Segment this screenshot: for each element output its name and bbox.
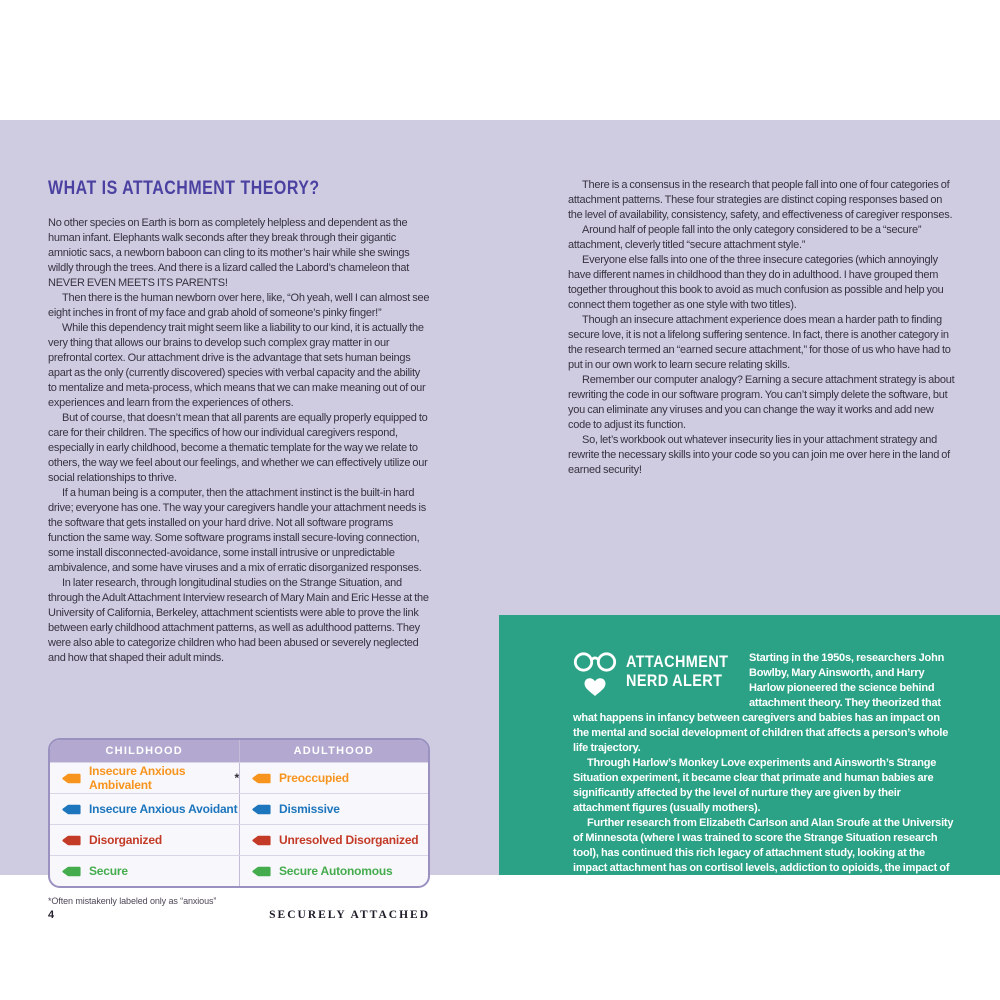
cell-childhood [50,794,239,824]
tag-arrow-icon [62,804,81,815]
table-header-adulthood: ADULTHOOD [239,740,429,762]
paragraph: If a human being is a computer, then the attachment instinct is the built-in hard drive; everyone has one. The way your caregivers handle your attachment needs is the software that gets installed on your hard drive. Not all software programs function the same way. Some software programs install secure-loving connection, some install disconnected-avoidance, some install intrusive or unpredictable ambivalence, and some have viruses and a mix of erratic disorganized responses. [48,487,426,574]
right-page [568,178,955,478]
nerd-alert-title-line2: NERD ALERT [626,671,723,690]
table-header-childhood: CHILDHOOD [105,745,183,757]
attachment-nerd-alert-box [499,615,1000,889]
style-label: Secure [89,864,128,878]
paragraph: Further research from Elizabeth Carlson and Alan Sroufe at the University of Minnesota (where I was trained to score the Strange Situation research tool), has continued this rich legacy of attachment study, looking at the impact attachment has on cortisol levels, addiction to opioids, the impact of foster care and divorce, and lifelong relationship to resilience. [573,817,954,889]
tag-arrow-icon [62,866,81,877]
style-label: Dismissive [279,802,340,816]
tag-arrow-icon [252,773,271,784]
style-label: Unresolved Disorganized [279,833,419,847]
paragraph: There is a consensus in the research that people fall into one of four categories of attachment patterns. These four strategies are distinct coping responses based on the level of availability, consistency, safety, and effectiveness of caregiver responses. [568,179,953,221]
paragraph: In later research, through longitudinal studies on the Strange Situation, and through the Adult Attachment Interview research of Mary Main and Eric Hesse at the University of California, Berkeley, attachment scientists were able to prove the link between early childhood attachment patterns, as well as adulthood patterns. They were also able to categorize children who had been abused or severely neglected and how that shaped their adult minds. [48,577,429,664]
cell-childhood [50,763,239,793]
nerd-alert-title-line1: ATTACHMENT [626,652,729,671]
nerd-alert-content [573,651,958,891]
cell-childhood [50,825,239,855]
book-spread [0,120,1000,921]
table-header-row [50,740,428,762]
paragraph: Around half of people fall into the only category considered to be a “secure” attachment, cleverly titled “secure attachment style.” [568,224,922,251]
running-footer: SECURELY ATTACHED [269,909,430,921]
nerd-alert-header [573,651,749,707]
style-label: Insecure Anxious Ambivalent [89,764,186,792]
paragraph: Through Harlow’s Monkey Love experiments and Ainsworth’s Strange Situation experiment, it became clear that primate and human babies are significantly affected by the level of nurture they are given by their attachment figures (usually mothers). [573,757,937,814]
style-label: Secure Autonomous [279,864,393,878]
paragraph: While this dependency trait might seem like a liability to our kind, it is actually the very thing that allows our brains to develop such complex gray matter in our prefrontal cortex. Our attachment drive is the advantage that sets human beings apart as the only (currently discovered) species with verbal capacity and the ability to mentalize and meta-process, which means that we can make meaning out of our experiences and learn from the experiences of others. [48,322,426,409]
style-label: Preoccupied [279,771,349,785]
left-body-text [48,216,430,666]
style-label: Insecure Anxious Avoidant [89,802,238,816]
paragraph: But of course, that doesn’t mean that all parents are equally properly equipped to care for their children. The specifics of how our individual caregivers respond, especially in early childhood, become a thematic template for the way we relate to others, the way we feel about our feelings, and whether we can effectively utilize our social relationships to thrive. [48,412,428,484]
right-body-text [568,178,955,478]
footnote-marker: * [234,771,239,785]
glasses-heart-icon [573,651,617,697]
tag-arrow-icon [62,835,81,846]
cell-adulthood [239,856,428,886]
table-row [50,855,428,886]
tag-arrow-icon [62,773,81,784]
paragraph: So, let’s workbook out whatever insecurity lies in your attachment strategy and rewrite the necessary skills into your code so you can join me over here in the land of earned security! [568,434,950,476]
paragraph: Then there is the human newborn over here, like, “Oh yeah, well I can almost see eight inches in front of my face and grab ahold of someone’s pinky finger!” [48,292,430,319]
nerd-alert-title [626,652,747,707]
tag-arrow-icon [252,835,271,846]
cell-adulthood [239,825,428,855]
attachment-styles-table [48,738,430,888]
tag-arrow-icon [252,866,271,877]
cell-adulthood [239,763,428,793]
cell-adulthood [239,794,428,824]
paragraph: No other species on Earth is born as completely helpless and dependent as the human infant. Elephants walk seconds after they break through their gigantic amniotic sacs, a newborn baboon can cling to its mother’s hair while she swings wildly through the trees. And there is a lizard called the Labord’s chameleon that NEVER EVEN MEETS ITS PARENTS! [48,217,410,289]
tag-arrow-icon [252,804,271,815]
table-row [50,793,428,824]
table-row [50,762,428,793]
page-title: WHAT IS ATTACHMENT THEORY? [48,178,320,199]
page-number: 4 [48,909,55,921]
cell-childhood [50,856,239,886]
paragraph: Though an insecure attachment experience does mean a harder path to finding secure love, it is not a lifelong suffering sentence. In fact, there is another category in the research termed an “earned secure attachment,” for those of us who have had to put in our own work to learn secure relating skills. [568,314,951,371]
page-footer [48,909,430,921]
paragraph: Remember our computer analogy? Earning a secure attachment strategy is about rewriting the code in our software program. You can’t simply delete the software, but you can eliminate any viruses and you can change the way it works and add new code to adjust its function. [568,374,955,431]
paragraph: Starting in the 1950s, researchers John Bowlby, Mary Ainsworth, and Harry Harlow pioneered the science behind attachment theory. They theorized that what happens in infancy between caregivers and babies has an impact on the mental and social development of children that affects a person’s whole life trajectory. [573,652,949,754]
paragraph: Everyone else falls into one of the three insecure categories (which annoyingly have different names in childhood than they do in adulthood. I have grouped them together throughout this book to avoid as much confusion as possible and help you connect them together as one style with two titles). [568,254,944,311]
style-label: Disorganized [89,833,162,847]
table-row [50,824,428,855]
left-page [48,178,430,921]
attachment-styles-table-block [48,738,430,921]
table-footnote: *Often mistakenly labeled only as “anxious” [48,896,217,906]
